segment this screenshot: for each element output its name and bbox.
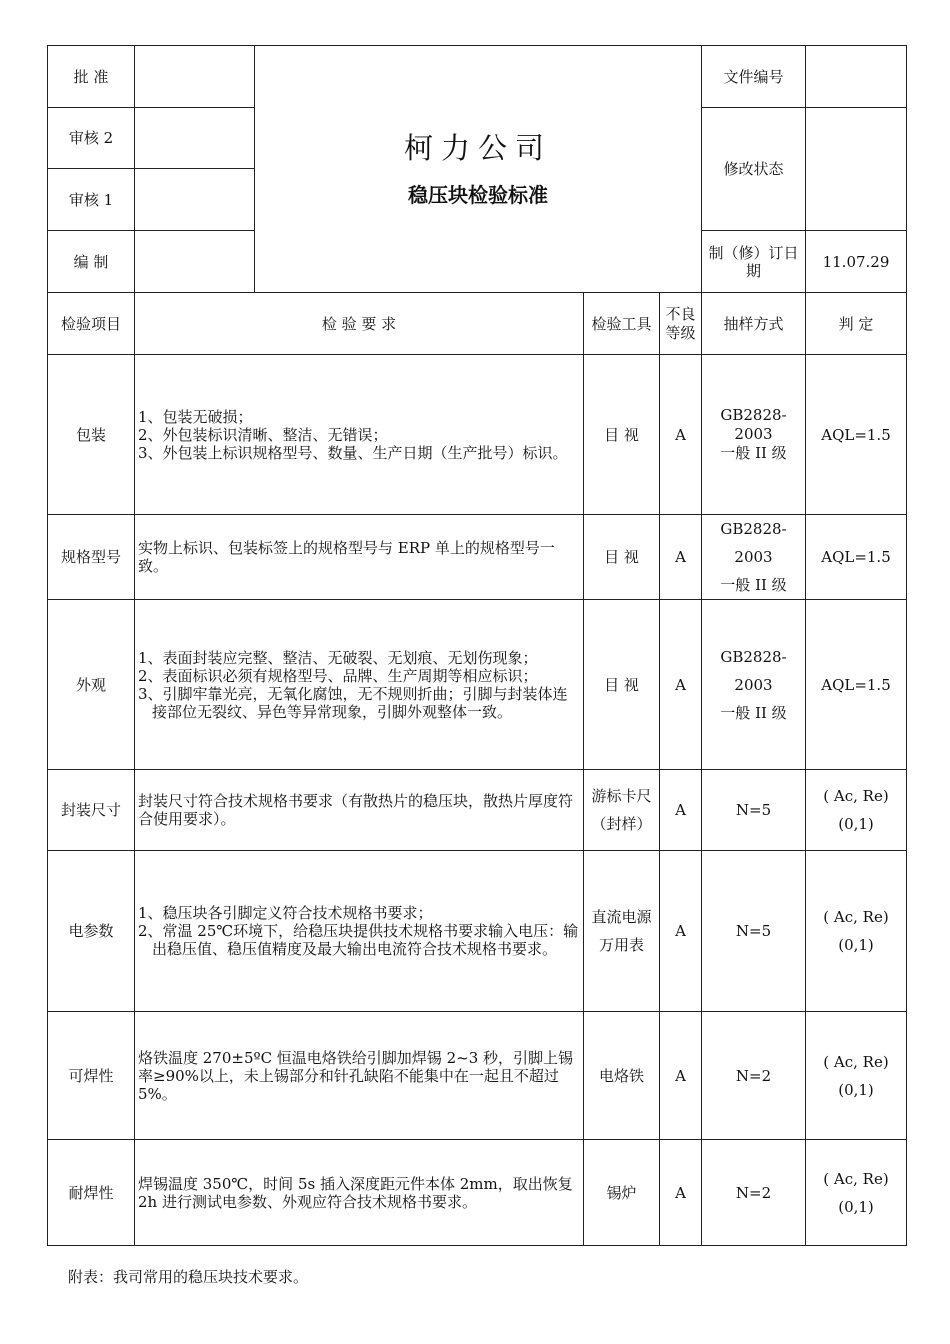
row-item: 耐焊性 [48, 1140, 135, 1246]
tool-line2: （封样） [591, 815, 652, 833]
row-level: A [660, 355, 702, 515]
row-judgement [806, 770, 907, 851]
defect-level-line1: 不良 [665, 304, 696, 323]
row-requirement [135, 1140, 584, 1246]
row-judgement: AQL=1.5 [806, 355, 907, 515]
row-judgement [806, 1012, 907, 1140]
table-row [48, 355, 907, 515]
row-tool [584, 770, 660, 851]
row-tool [584, 851, 660, 1012]
col-header-requirement: 检 验 要 求 [135, 293, 584, 355]
col-header-tool: 检验工具 [584, 293, 660, 355]
sampling-standard: GB2828-2003 [720, 406, 787, 444]
table-row [48, 1140, 907, 1246]
row-requirement [135, 1012, 584, 1140]
column-header-row [48, 293, 907, 355]
approval-label: 批 准 [48, 46, 135, 108]
footnote: 附表：我司常用的稳压块技术要求。 [68, 1268, 309, 1286]
row-requirement [135, 355, 584, 515]
row-level: A [660, 515, 702, 600]
judge-line1: ( Ac, Re) [823, 1169, 889, 1188]
row-tool: 目 视 [584, 355, 660, 515]
requirement-line: 1、包装无破损； [138, 407, 253, 426]
review1-label: 审核 1 [48, 169, 135, 231]
review2-value [135, 108, 255, 169]
row-sampling [702, 515, 806, 600]
row-tool: 目 视 [584, 600, 660, 770]
table-row [48, 1012, 907, 1140]
row-tool: 电烙铁 [584, 1012, 660, 1140]
requirement-line: 烙铁温度 270±5ºC 恒温电烙铁给引脚加焊锡 2~3 秒，引脚上锡率≥90%以上，未上锡部分和针孔缺陷不能集中在一起且不超过 5%。 [138, 1048, 574, 1103]
document-title: 稳压块检验标准 [408, 183, 548, 208]
prepared-value [135, 231, 255, 293]
col-header-defect-level [660, 293, 702, 355]
row-item: 规格型号 [48, 515, 135, 600]
requirement-line: 1、表面封装应完整、整洁、无破裂、无划痕、无划伤现象； [138, 648, 538, 667]
sampling-level: 一般 II 级 [720, 576, 787, 594]
row-judgement: AQL=1.5 [806, 600, 907, 770]
row-sampling: N=2 [702, 1140, 806, 1246]
judge-line2: (0,1) [838, 936, 874, 954]
tool-line1: 游标卡尺 [591, 787, 652, 805]
requirement-line: 实物上标识、包装标签上的规格型号与 ERP 单上的规格型号一致。 [138, 539, 555, 575]
row-tool: 锡炉 [584, 1140, 660, 1246]
company-name: 柯力公司 [403, 130, 552, 165]
judge-line2: (0,1) [838, 1197, 874, 1216]
row-item: 外观 [48, 600, 135, 770]
row-requirement [135, 600, 584, 770]
row-requirement [135, 770, 584, 851]
judge-line2: (0,1) [838, 815, 874, 833]
row-item: 可焊性 [48, 1012, 135, 1140]
table-row [48, 515, 907, 600]
table-row [48, 851, 907, 1012]
col-header-item: 检验项目 [48, 293, 135, 355]
revision-status-label: 修改状态 [702, 108, 806, 231]
tool-line2: 万用表 [598, 936, 644, 954]
row-sampling [702, 355, 806, 515]
row-level: A [660, 1140, 702, 1246]
requirement-line: 2、常温 25℃环境下，给稳压块提供技术规格书要求输入电压：输出稳压值、稳压值精度及最大输出电流符合技术规格书要求。 [138, 922, 579, 958]
requirement-line: 3、外包装上标识规格型号、数量、生产日期（生产批号）标识。 [138, 443, 568, 462]
review2-label: 审核 2 [48, 108, 135, 169]
requirement-line: 2、表面标识必须有规格型号、品牌、生产周期等相应标识； [138, 666, 538, 685]
row-tool: 目 视 [584, 515, 660, 600]
row-requirement [135, 515, 584, 600]
judge-line2: (0,1) [838, 1080, 874, 1099]
revision-status-value [806, 108, 907, 231]
header-row-approval [48, 46, 907, 108]
approval-value [135, 46, 255, 108]
revision-date-label: 制（修）订日期 [702, 231, 806, 293]
requirement-line: 3、引脚牢靠光亮，无氧化腐蚀，无不规则折曲；引脚与封装体连接部位无裂纹、异色等异常现象，引脚外观整体一致。 [138, 684, 568, 721]
requirement-line: 1、稳压块各引脚定义符合技术规格书要求； [138, 904, 433, 922]
row-item: 包装 [48, 355, 135, 515]
judge-line1: ( Ac, Re) [823, 908, 889, 926]
table-row [48, 770, 907, 851]
row-level: A [660, 600, 702, 770]
col-header-sampling: 抽样方式 [702, 293, 806, 355]
row-item: 封装尺寸 [48, 770, 135, 851]
defect-level-line2: 等级 [665, 323, 696, 342]
review1-value [135, 169, 255, 231]
inspection-standard-table [47, 45, 907, 1246]
row-judgement [806, 851, 907, 1012]
row-sampling: N=5 [702, 770, 806, 851]
row-level: A [660, 770, 702, 851]
sampling-standard: GB2828-2003 [720, 520, 787, 566]
table-row [48, 600, 907, 770]
requirement-line: 2、外包装标识清晰、整洁、无错误； [138, 425, 388, 444]
judge-line1: ( Ac, Re) [823, 1052, 889, 1071]
row-item: 电参数 [48, 851, 135, 1012]
row-level: A [660, 1012, 702, 1140]
row-sampling: N=2 [702, 1012, 806, 1140]
requirement-line: 封装尺寸符合技术规格书要求（有散热片的稳压块，散热片厚度符合使用要求）。 [138, 792, 574, 828]
sampling-level: 一般 II 级 [720, 703, 787, 722]
tool-line1: 直流电源 [591, 908, 652, 926]
row-requirement [135, 851, 584, 1012]
row-sampling [702, 600, 806, 770]
row-judgement: AQL=1.5 [806, 515, 907, 600]
revision-date-value: 11.07.29 [806, 231, 907, 293]
prepared-label: 编 制 [48, 231, 135, 293]
row-level: A [660, 851, 702, 1012]
file-no-label: 文件编号 [702, 46, 806, 108]
file-no-value [806, 46, 907, 108]
title-cell [255, 46, 702, 293]
row-judgement [806, 1140, 907, 1246]
row-sampling: N=5 [702, 851, 806, 1012]
requirement-line: 焊锡温度 350℃，时间 5s 插入深度距元件本体 2mm，取出恢复 2h 进行测试电参数、外观应符合技术规格书要求。 [138, 1174, 573, 1211]
sampling-level: 一般 II 级 [720, 443, 787, 462]
judge-line1: ( Ac, Re) [823, 787, 889, 805]
sampling-standard: GB2828-2003 [720, 647, 787, 694]
col-header-judgement: 判 定 [806, 293, 907, 355]
